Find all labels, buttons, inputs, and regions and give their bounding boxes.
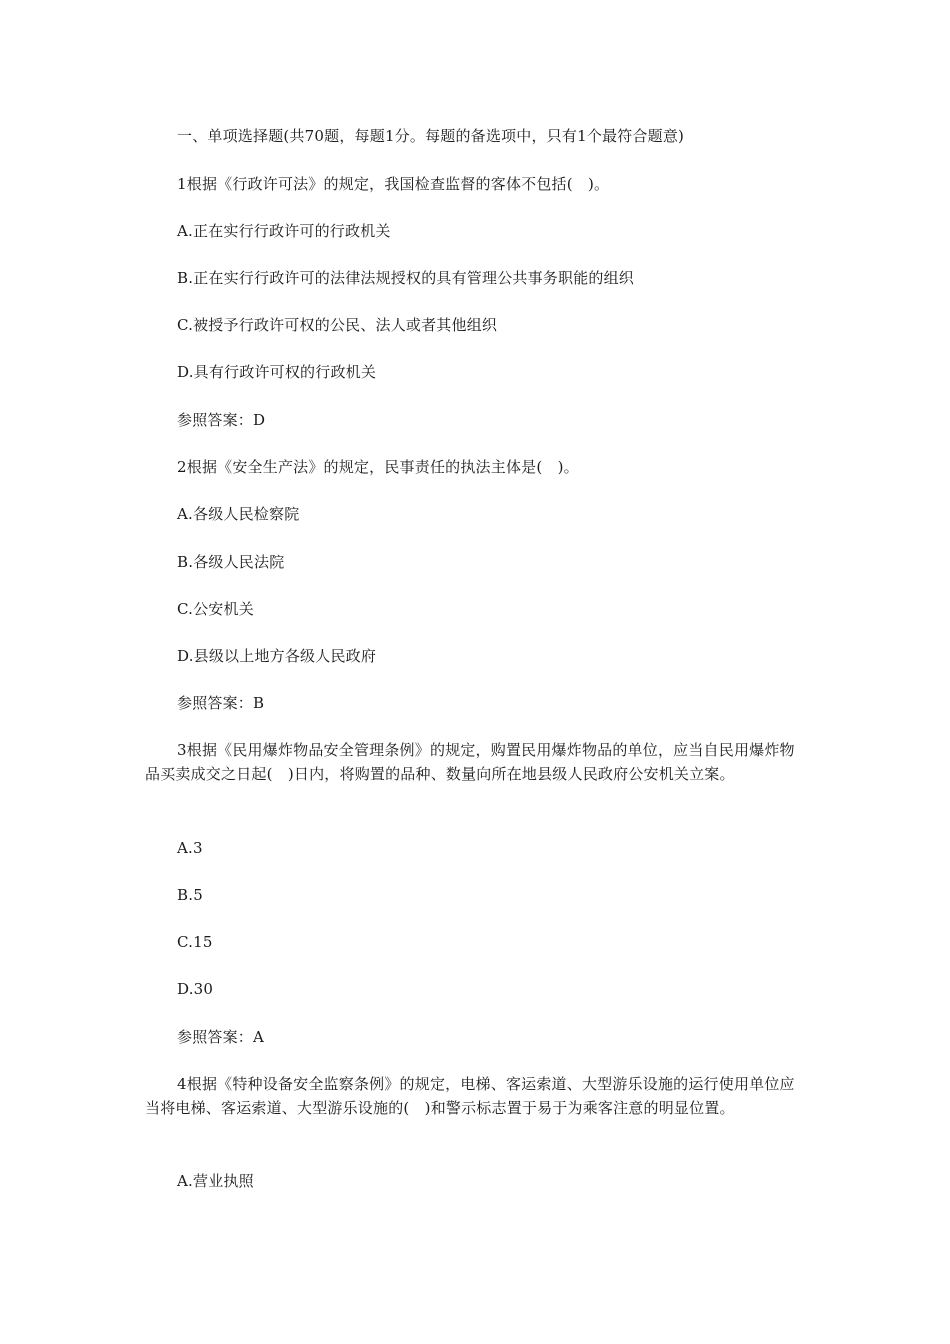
question-1-answer: 参照答案：D [177, 411, 266, 429]
question-1-option-d: D.具有行政许可权的行政机关 [177, 363, 377, 381]
question-1-stem: 1根据《行政许可法》的规定，我国检查监督的客体不包括( )。 [177, 175, 610, 193]
question-3-option-a: A.3 [177, 839, 203, 857]
question-1-option-b: B.正在实行行政许可的法律法规授权的具有管理公共事务职能的组织 [177, 269, 634, 287]
question-3-option-b: B.5 [177, 886, 203, 904]
question-3-option-c: C.15 [177, 933, 213, 951]
question-2-option-d: D.县级以上地方各级人民政府 [177, 647, 377, 665]
question-2-stem: 2根据《安全生产法》的规定，民事责任的执法主体是( )。 [177, 458, 579, 476]
question-1-option-a: A.正在实行行政许可的行政机关 [177, 222, 391, 240]
question-3-stem: 3根据《民用爆炸物品安全管理条例》的规定，购置民用爆炸物品的单位，应当自民用爆炸物品买卖成交之日起( )日内，将购置的品种、数量向所在地县级人民政府公安机关立案。 [145, 741, 795, 783]
question-2-option-c: C.公安机关 [177, 600, 254, 618]
question-3-option-d: D.30 [177, 980, 214, 998]
question-3-answer: 参照答案：A [177, 1028, 265, 1046]
question-2-option-b: B.各级人民法院 [177, 553, 285, 571]
question-4-stem: 4根据《特种设备安全监察条例》的规定，电梯、客运索道、大型游乐设施的运行使用单位应当将电梯、客运索道、大型游乐设施的( )和警示标志置于易于为乘客注意的明显位置。 [145, 1075, 795, 1117]
question-4-option-a: A.营业执照 [177, 1172, 254, 1190]
section-heading: 一、单项选择题(共70题，每题1分。每题的备选项中，只有1个最符合题意) [177, 127, 685, 145]
question-2-answer: 参照答案：B [177, 694, 265, 712]
question-1-option-c: C.被授予行政许可权的公民、法人或者其他组织 [177, 316, 498, 334]
question-2-option-a: A.各级人民检察院 [177, 505, 300, 523]
